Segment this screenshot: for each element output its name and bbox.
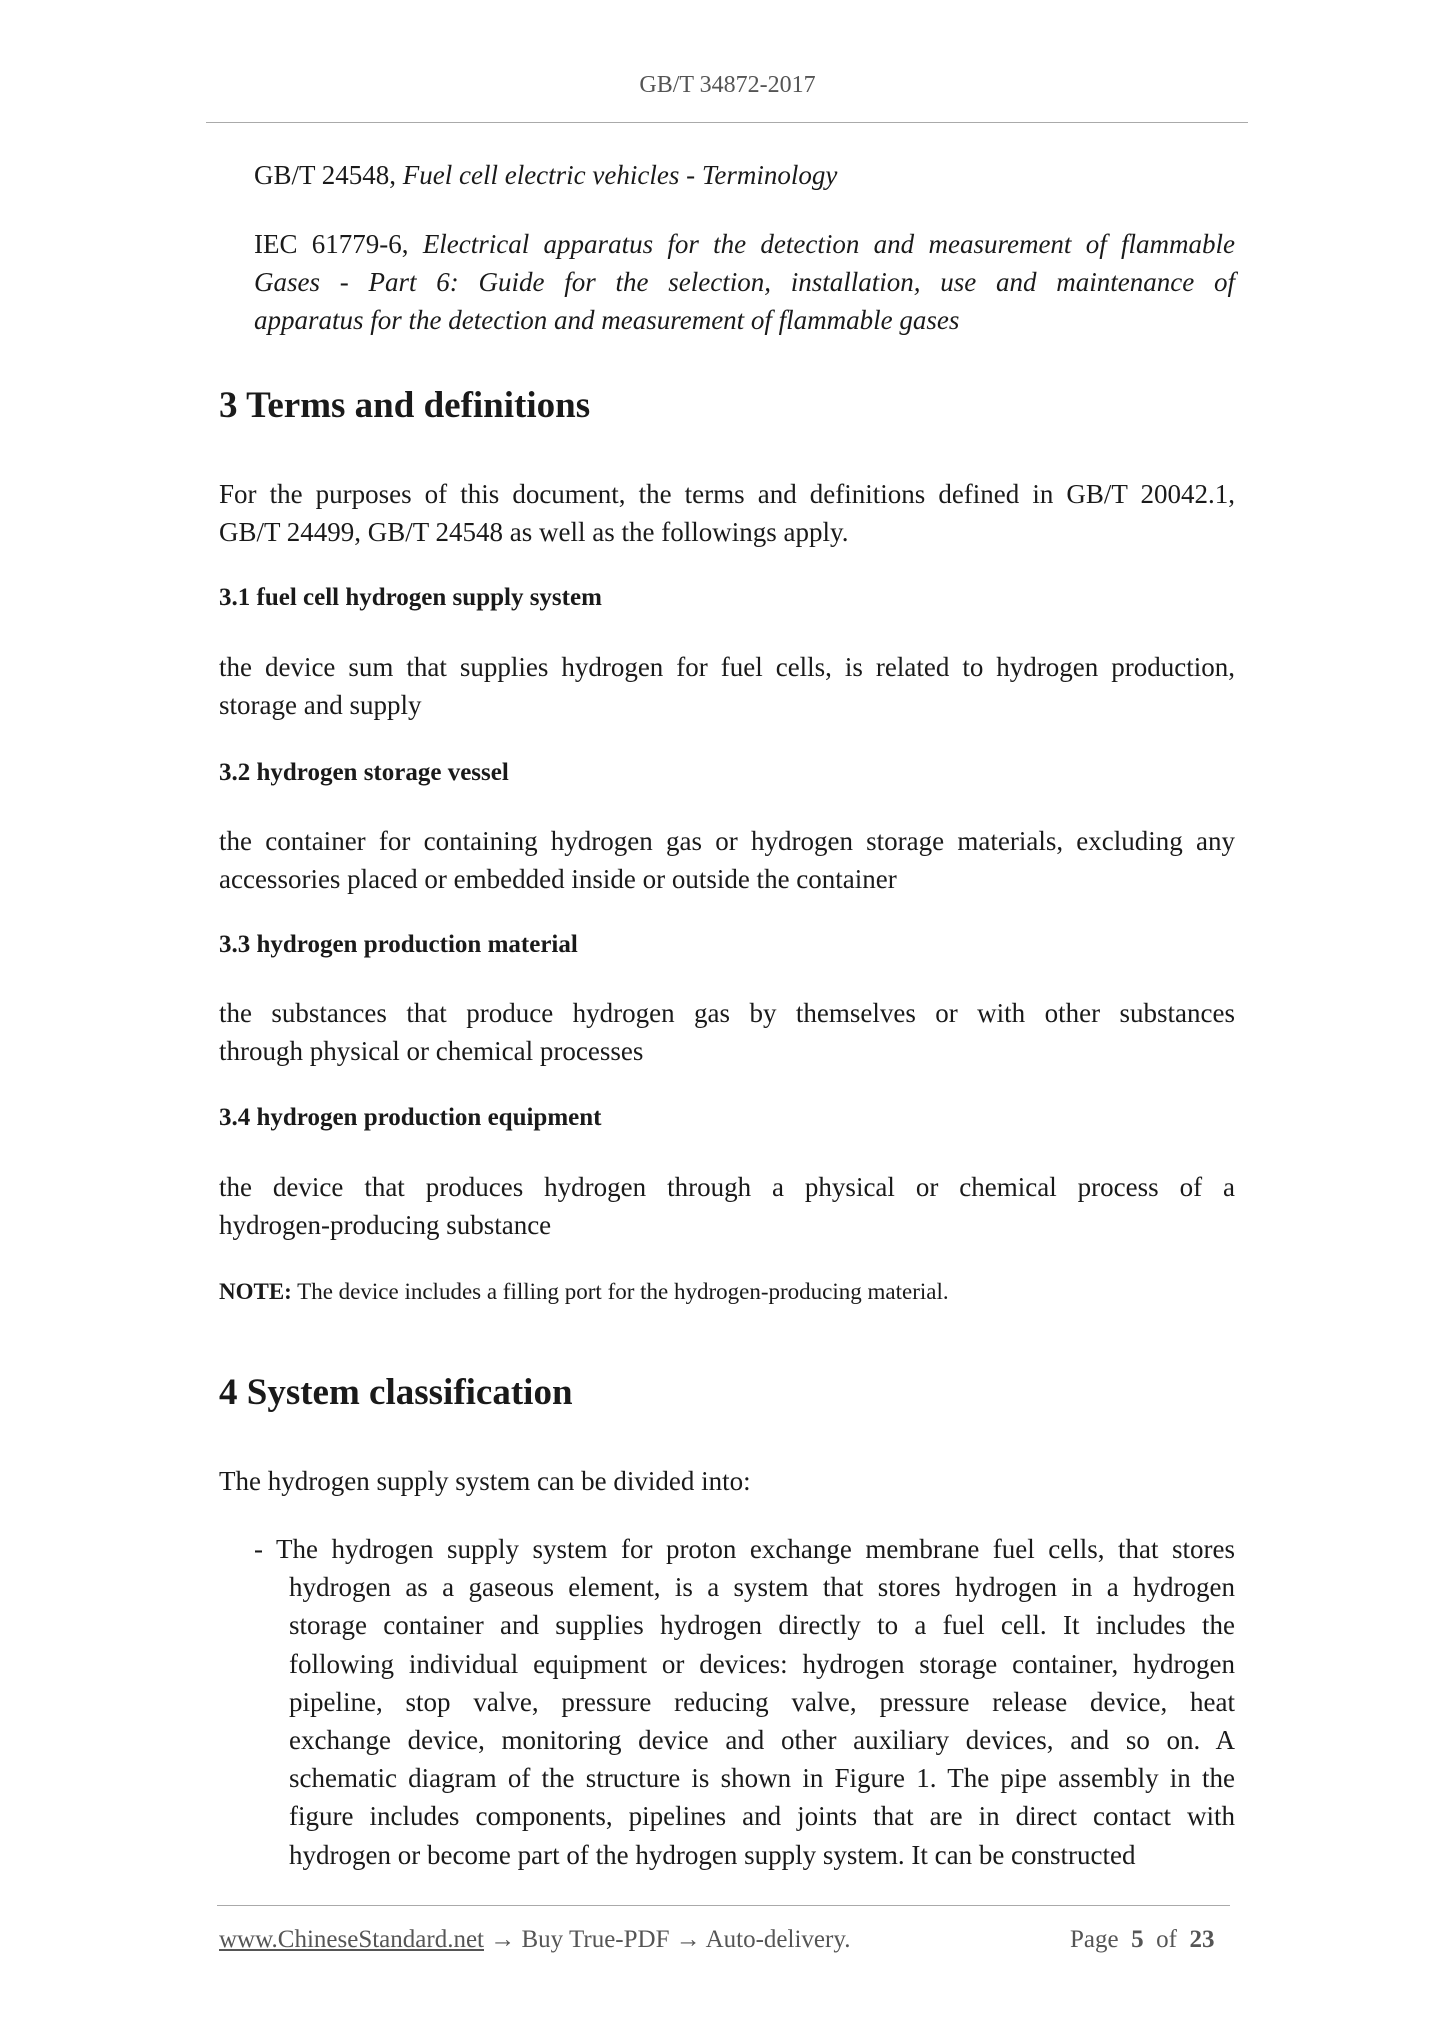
website-link[interactable]: www.ChineseStandard.net <box>219 1926 484 1953</box>
paragraph-line: the device that produces hydrogen through a physical or chemical process of a <box>219 1172 1235 1202</box>
paragraph-line: hydrogen-producing substance <box>219 1210 552 1241</box>
section-4-intro: The hydrogen supply system can be divided into: <box>219 1466 751 1496</box>
paragraph-line: - The hydrogen supply system for proton exchange membrane fuel cells, that stores <box>254 1534 1235 1564</box>
paragraph-line: the device sum that supplies hydrogen for fuel cells, is related to hydrogen production, <box>219 652 1235 682</box>
paragraph-line: storage container and supplies hydrogen directly to a fuel cell. It includes the <box>289 1610 1235 1641</box>
buy-text: Buy True-PDF <box>521 1926 670 1953</box>
paragraph-line: accessories placed or embedded inside or outside the container <box>219 864 897 895</box>
term-heading: 3.1 fuel cell hydrogen supply system <box>219 584 602 611</box>
note <box>219 1279 949 1305</box>
section-4-heading: 4 System classification <box>219 1372 573 1413</box>
reference-code: IEC 61779-6, <box>254 229 423 259</box>
reference-iec-61779-6-line: apparatus for the detection and measurement of flammable gases <box>254 305 960 335</box>
note-text: The device includes a filling port for the hydrogen-producing material. <box>291 1279 949 1304</box>
term-heading: 3.4 hydrogen production equipment <box>219 1104 602 1131</box>
reference-iec-61779-6-line: IEC 61779-6, Electrical apparatus for the detection and measurement of flammable <box>254 229 1235 259</box>
paragraph-line: the container for containing hydrogen gas or hydrogen storage materials, excluding any <box>219 826 1235 856</box>
paragraph-line: GB/T 24499, GB/T 24548 as well as the followings apply. <box>219 517 849 548</box>
term-heading: 3.2 hydrogen storage vessel <box>219 759 509 786</box>
paragraph-line: For the purposes of this document, the terms and definitions defined in GB/T 20042.1, <box>219 479 1235 509</box>
reference-code: GB/T 24548, <box>254 160 403 190</box>
paragraph-line: the substances that produce hydrogen gas by themselves or with other substances <box>219 998 1235 1028</box>
section-3-heading: 3 Terms and definitions <box>219 385 591 426</box>
arrow-icon: → <box>484 1926 522 1953</box>
reference-title: Fuel cell electric vehicles - Terminology <box>402 160 838 190</box>
paragraph-line: hydrogen or become part of the hydrogen supply system. It can be constructed <box>289 1839 1136 1870</box>
term-heading: 3.3 hydrogen production material <box>219 931 578 958</box>
paragraph-line: storage and supply <box>219 690 422 721</box>
paragraph-line: hydrogen as a gaseous element, is a system that stores hydrogen in a hydrogen <box>289 1572 1235 1603</box>
footer-rule <box>217 1905 1230 1906</box>
note-label: NOTE: <box>219 1279 292 1304</box>
reference-iec-61779-6-line: Gases - Part 6: Guide for the selection, installation, use and maintenance of <box>254 267 1235 297</box>
paragraph-line: exchange device, monitoring device and other auxiliary devices, and so on. A <box>289 1725 1235 1755</box>
footer-left <box>219 1926 850 1954</box>
paragraph-line: pipeline, stop valve, pressure reducing valve, pressure release device, heat <box>289 1686 1235 1717</box>
paragraph-line: schematic diagram of the structure is shown in Figure 1. The pipe assembly in the <box>289 1763 1235 1794</box>
arrow-icon: → <box>669 1926 706 1953</box>
page-number: Page 5 of 23 <box>1070 1926 1215 1953</box>
header-rule <box>206 122 1248 123</box>
paragraph-line: figure includes components, pipelines and joints that are in direct contact with <box>289 1801 1235 1832</box>
document-id-header: GB/T 34872-2017 <box>639 72 816 98</box>
paragraph-line: through physical or chemical processes <box>219 1036 644 1067</box>
reference-gbt-24548 <box>254 156 837 194</box>
paragraph-line: following individual equipment or devices: hydrogen storage container, hydrogen <box>289 1648 1235 1679</box>
delivery-text: Auto-delivery. <box>705 1926 851 1953</box>
